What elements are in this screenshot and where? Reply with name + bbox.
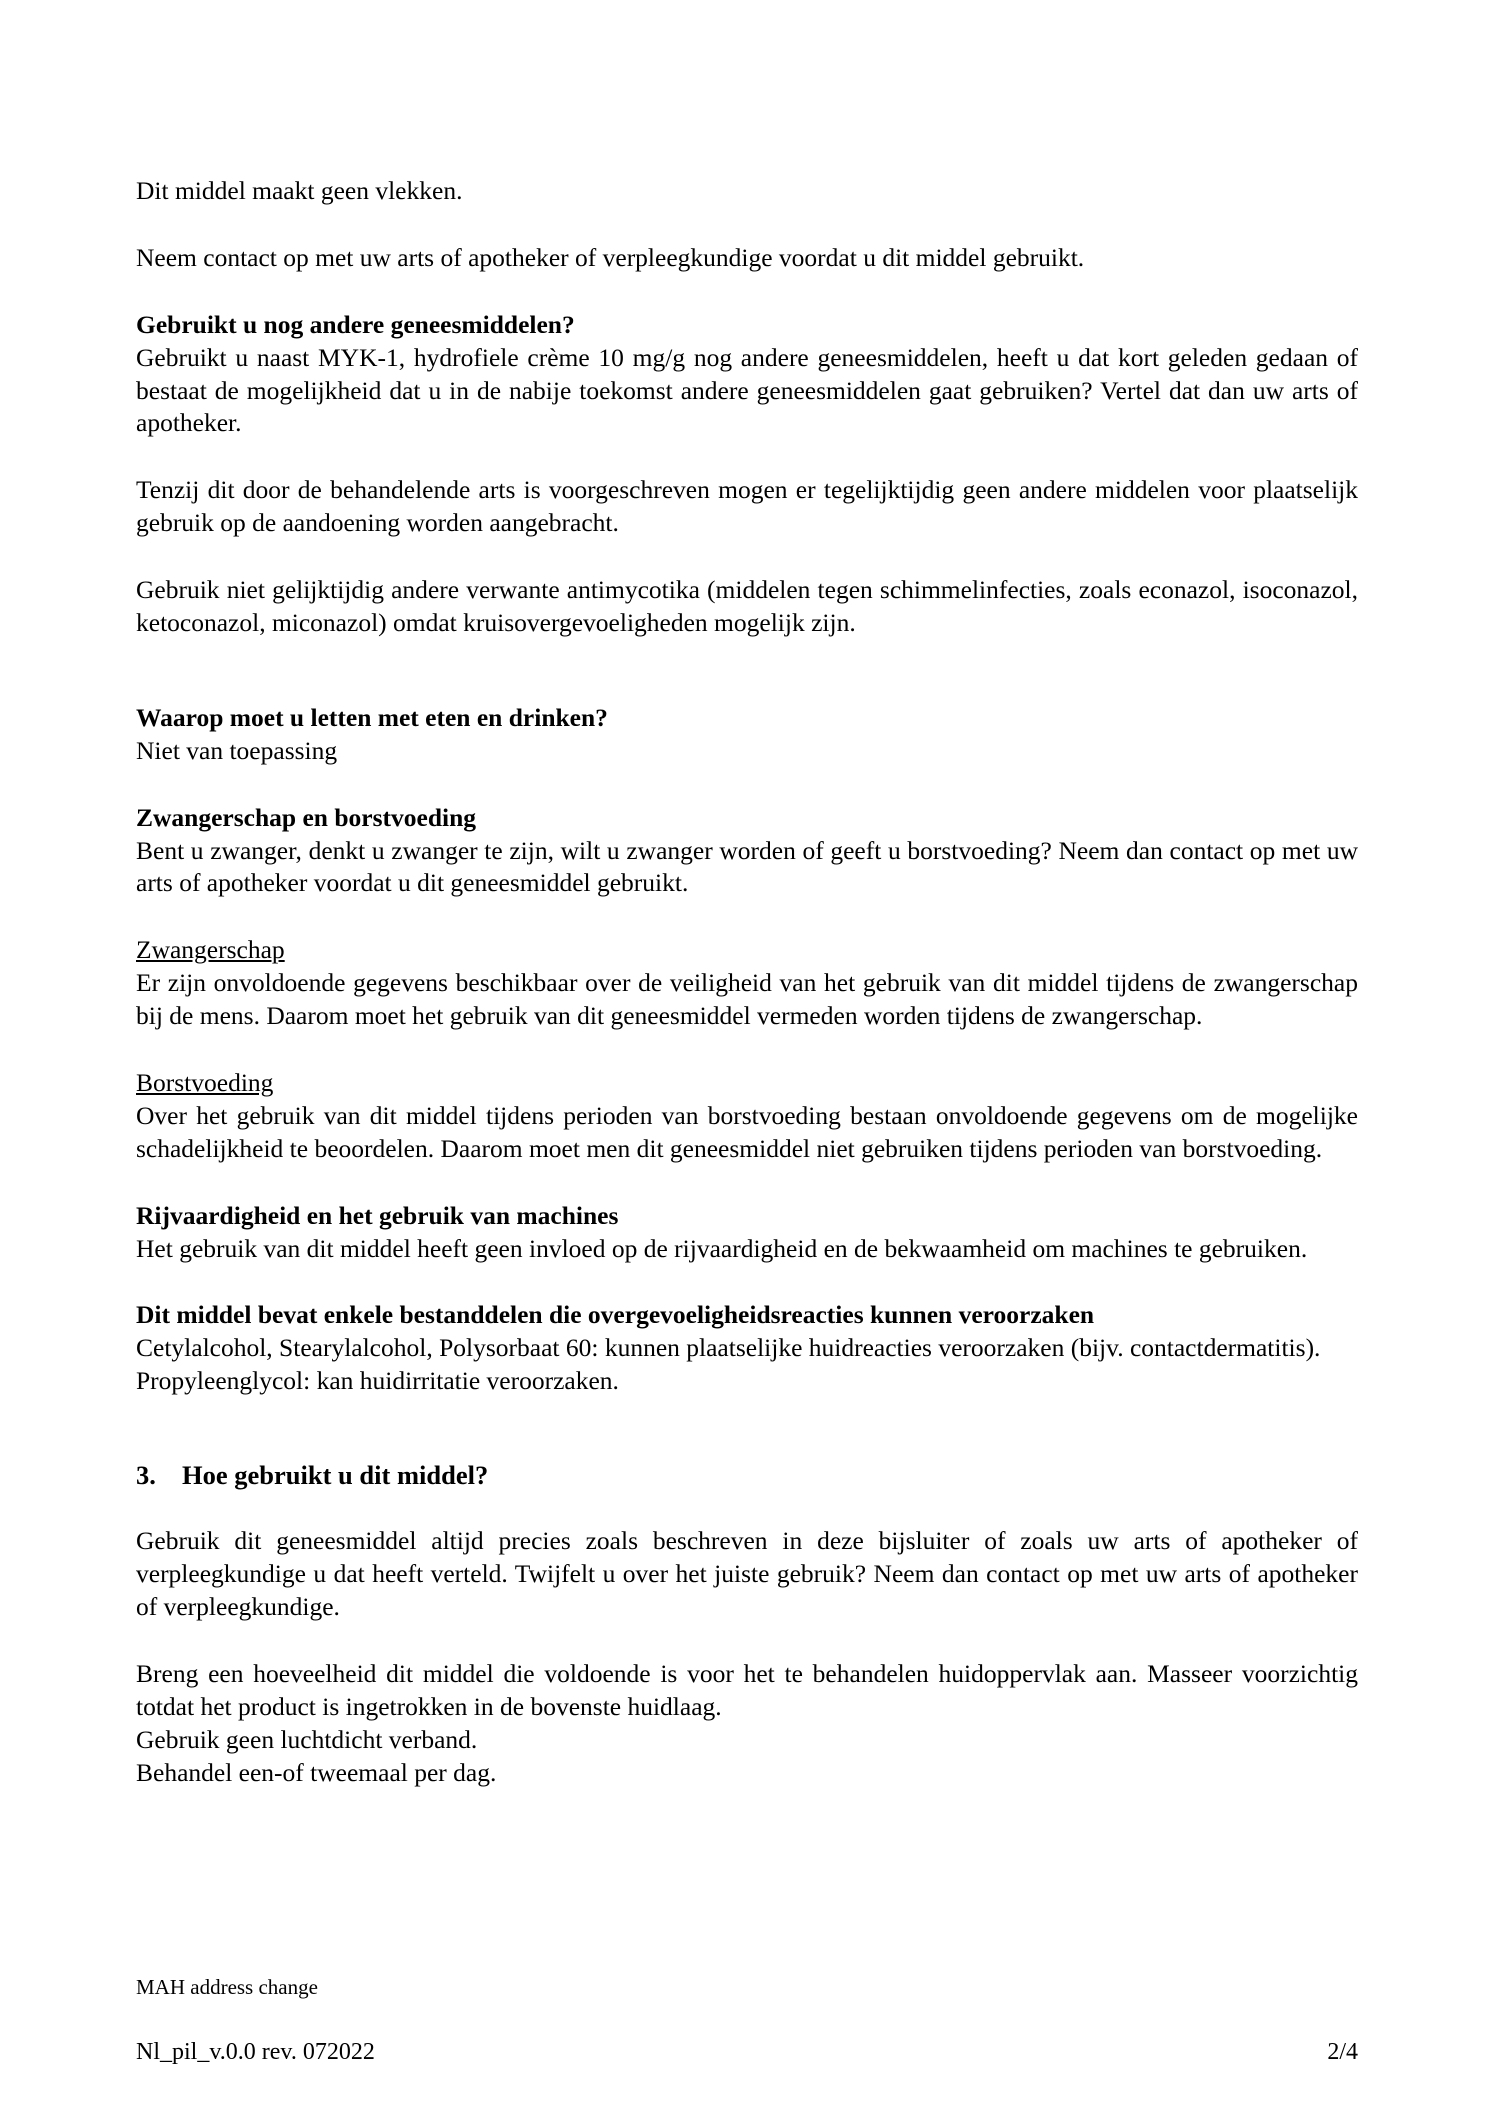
paragraph-breastfeeding: Over het gebruik van dit middel tijdens perioden van borstvoeding bestaan onvoldoende gegevens om de mogelijke schadelijkheid te beoordelen. Daarom moet men dit geneesmiddel niet gebruiken tijdens perioden van borstvoeding. bbox=[136, 1100, 1358, 1163]
footer-page-number: 2/4 bbox=[1327, 2039, 1358, 2065]
section-title-text: Hoe gebruikt u dit middel? bbox=[182, 1460, 489, 1491]
paragraph-pregnancy-breastfeeding: Bent u zwanger, denkt u zwanger te zijn, wilt u zwanger worden of geeft u borstvoeding? Neem dan contact op met uw arts of apotheker voordat u dit geneesmiddel gebruikt. bbox=[136, 835, 1358, 898]
paragraph-tenzij: Tenzij dit door de behandelende arts is voorgeschreven mogen er tegelijktijdig geen andere middelen voor plaatselijk gebruik op de aandoening worden aangebracht. bbox=[136, 475, 1358, 538]
paragraph-food-drink: Niet van toepassing bbox=[136, 735, 338, 765]
footer-revision: Nl_pil_v.0.0 rev. 072022 bbox=[136, 2039, 375, 2065]
heading-pregnancy: Zwangerschap bbox=[136, 935, 285, 965]
heading-food-drink: Waarop moet u letten met eten en drinken? bbox=[136, 702, 608, 732]
heading-pregnancy-breastfeeding: Zwangerschap en borstvoeding bbox=[136, 802, 477, 832]
paragraph-ingredients-warning: Cetylalcohol, Stearylalcohol, Polysorbaat 60: kunnen plaatselijke huidreacties veroorzaken (bijv. contactdermatitis). bbox=[136, 1333, 1321, 1363]
footer-line bbox=[136, 2039, 1358, 2066]
paragraph-no-stains: Dit middel maakt geen vlekken. bbox=[136, 176, 463, 205]
heading-ingredients-warning: Dit middel bevat enkele bestanddelen die overgevoeligheidsreacties kunnen veroorzaken bbox=[136, 1300, 1095, 1330]
heading-driving-machines: Rijvaardigheid en het gebruik van machines bbox=[136, 1200, 619, 1230]
paragraph-application: Breng een hoeveelheid dit middel die voldoende is voor het te behandelen huidoppervlak aan. Masseer voorzichtig totdat het product is ingetrokken in de bovenste huidlaag. bbox=[136, 1658, 1358, 1721]
paragraph-usage-instructions: Gebruik dit geneesmiddel altijd precies zoals beschreven in deze bijsluiter of zoals uw arts of apotheker of verpleegkundige u dat heeft verteld. Twijfelt u over het juiste gebruik? Neem dan contact op met uw arts of apotheker of verpleegkundige. bbox=[136, 1526, 1358, 1621]
section-heading-3 bbox=[136, 1460, 1358, 1491]
footer-note: MAH address change bbox=[136, 1974, 318, 1999]
paragraph-frequency: Behandel een-of tweemaal per dag. bbox=[136, 1757, 497, 1787]
paragraph-no-airtight-dressing: Gebruik geen luchtdicht verband. bbox=[136, 1724, 478, 1754]
paragraph-antimycotica: Gebruik niet gelijktijdig andere verwante antimycotika (middelen tegen schimmelinfecties, zoals econazol, isoconazol, ketoconazol, miconazol) omdat kruisovergevoeligheden mogelijk zijn. bbox=[136, 575, 1358, 638]
paragraph-other-medicines: Gebruikt u naast MYK-1, hydrofiele crème 10 mg/g nog andere geneesmiddelen, heeft u dat kort geleden gedaan of bestaat de mogelijkheid dat u in de nabije toekomst andere geneesmiddelen gaat gebruiken? Vertel dat dan uw arts of apotheker. bbox=[136, 342, 1358, 438]
paragraph-propylene-glycol: Propyleenglycol: kan huidirritatie veroorzaken. bbox=[136, 1366, 619, 1396]
heading-breastfeeding: Borstvoeding bbox=[136, 1068, 274, 1098]
paragraph-contact-doctor: Neem contact op met uw arts of apotheker of verpleegkundige voordat u dit middel gebruikt. bbox=[136, 242, 1085, 272]
section-number: 3. bbox=[136, 1460, 156, 1491]
document-content bbox=[136, 175, 1358, 1789]
paragraph-driving-machines: Het gebruik van dit middel heeft geen invloed op de rijvaardigheid en de bekwaamheid om machines te gebruiken. bbox=[136, 1233, 1308, 1263]
page-footer bbox=[136, 1974, 1358, 2112]
paragraph-pregnancy: Er zijn onvoldoende gegevens beschikbaar over de veiligheid van het gebruik van dit middel tijdens de zwangerschap bij de mens. Daarom moet het gebruik van dit geneesmiddel vermeden worden tijdens de zwangerschap. bbox=[136, 968, 1358, 1031]
heading-other-medicines: Gebruikt u nog andere geneesmiddelen? bbox=[136, 309, 575, 339]
